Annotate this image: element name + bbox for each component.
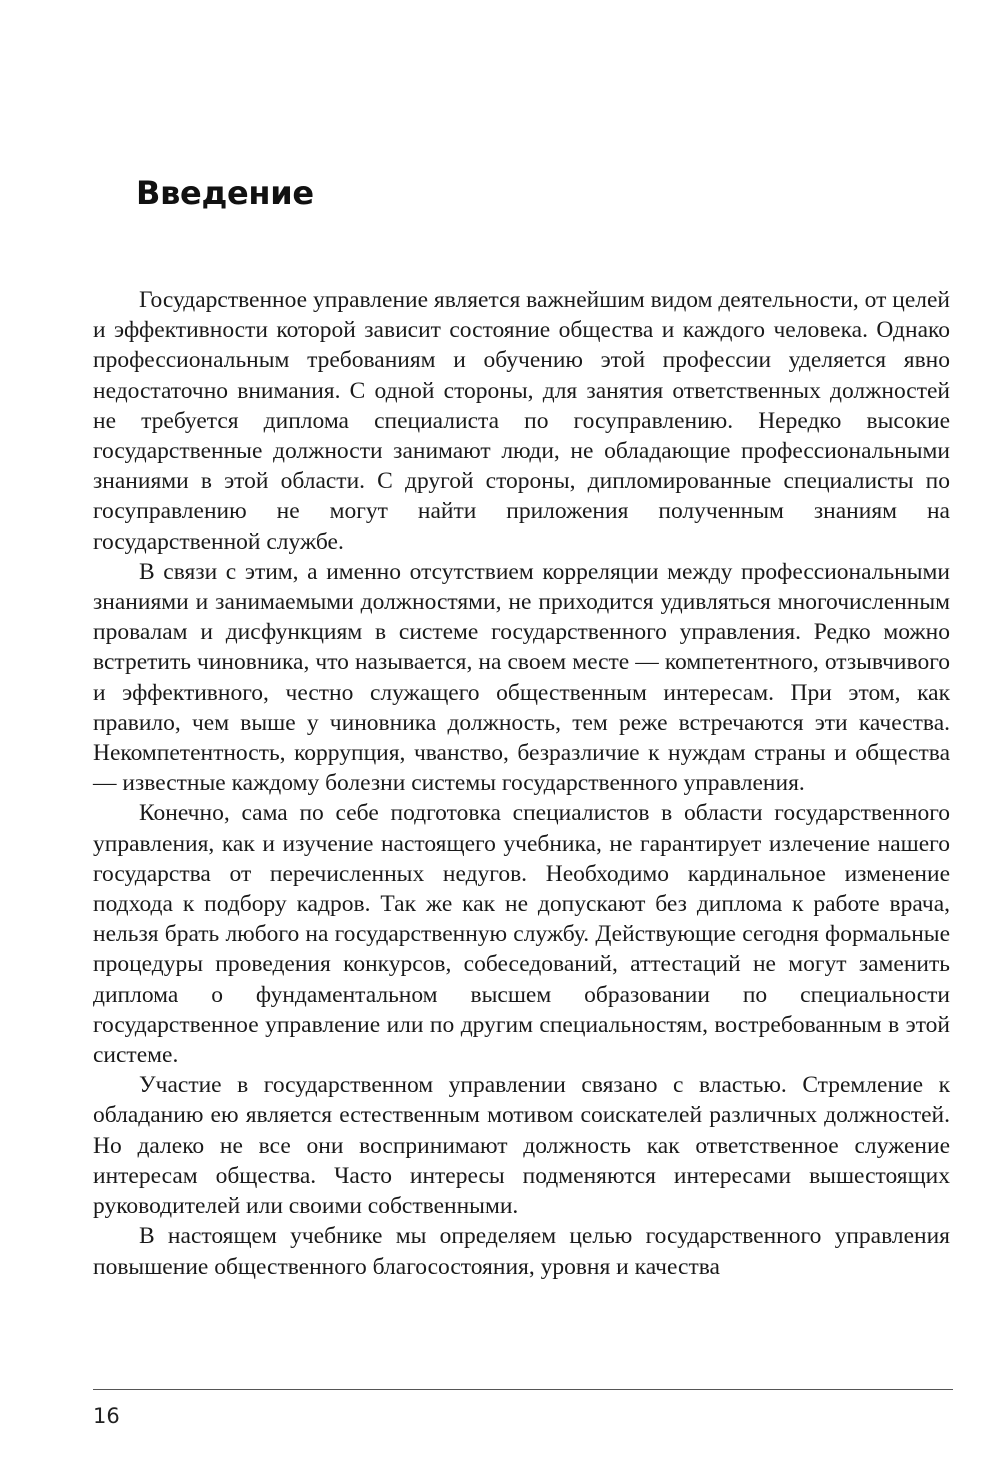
paragraph: В настоящем учебнике мы определяем целью государственного управления повышение общественного благосостояния, уровня и качества: [93, 1223, 950, 1280]
paragraph: Конечно, сама по себе подготовка специалистов в области государственного управления, как и изучение настоящего учебника, не гарантирует излечение нашего государства от перечисленных недугов. Необходимо кардинальное изменение подхода к подбору кадров. Так же как не допускают без диплома к работе врача, нельзя брать любого на государственную службу. Действующие сегодня формальные процедуры проведения конкурсов, собеседований, аттестаций не могут заменить диплома о фундаментальном высшем образовании по специальности государственное управление или по другим специальностям, востребованным в этой системе.: [93, 800, 950, 1069]
paragraph: Государственное управление является важнейшим видом деятельности, от целей и эффективности которой зависит состояние общества и каждого человека. Однако профессиональным требованиям и обучению этой профессии уделяется явно недостаточно внимания. С одной стороны, для занятия ответственных должностей не требуется диплома специалиста по госуправлению. Нередко высокие государственные должности занимают люди, не обладающие профессиональными знаниями в этой области. С другой стороны, дипломированные специалисты по госуправлению не могут найти приложения полученным знаниям на государственной службе.: [93, 287, 950, 555]
paragraph: В связи с этим, а именно отсутствием корреляции между профессиональными знаниями и занимаемыми должностями, не приходится удивляться многочисленным провалам и дисфункциям в системе государственного управления. Редко можно встретить чиновника, что называется, на своем месте — компетентного, отзывчивого и эффективного, честно служащего общественным интересам. При этом, как правило, чем выше у чиновника должность, тем реже встречаются эти качества. Некомпетентность, коррупция, чванство, безразличие к нуждам страны и общества — известные каждому болезни системы государственного управления.: [93, 558, 950, 797]
page-number: 16: [93, 1404, 120, 1428]
page-title: Введение: [136, 174, 314, 212]
footer-divider: [93, 1389, 953, 1390]
paragraph: Участие в государственном управлении связано с властью. Стремление к обладанию ею является естественным мотивом соискателей различных должностей. Но далеко не все они воспринимают должность как ответственное служение интересам общества. Часто интересы подменяются интересами вышестоящих руководителей или своими собственными.: [93, 1072, 950, 1220]
body-text: [93, 285, 950, 1282]
